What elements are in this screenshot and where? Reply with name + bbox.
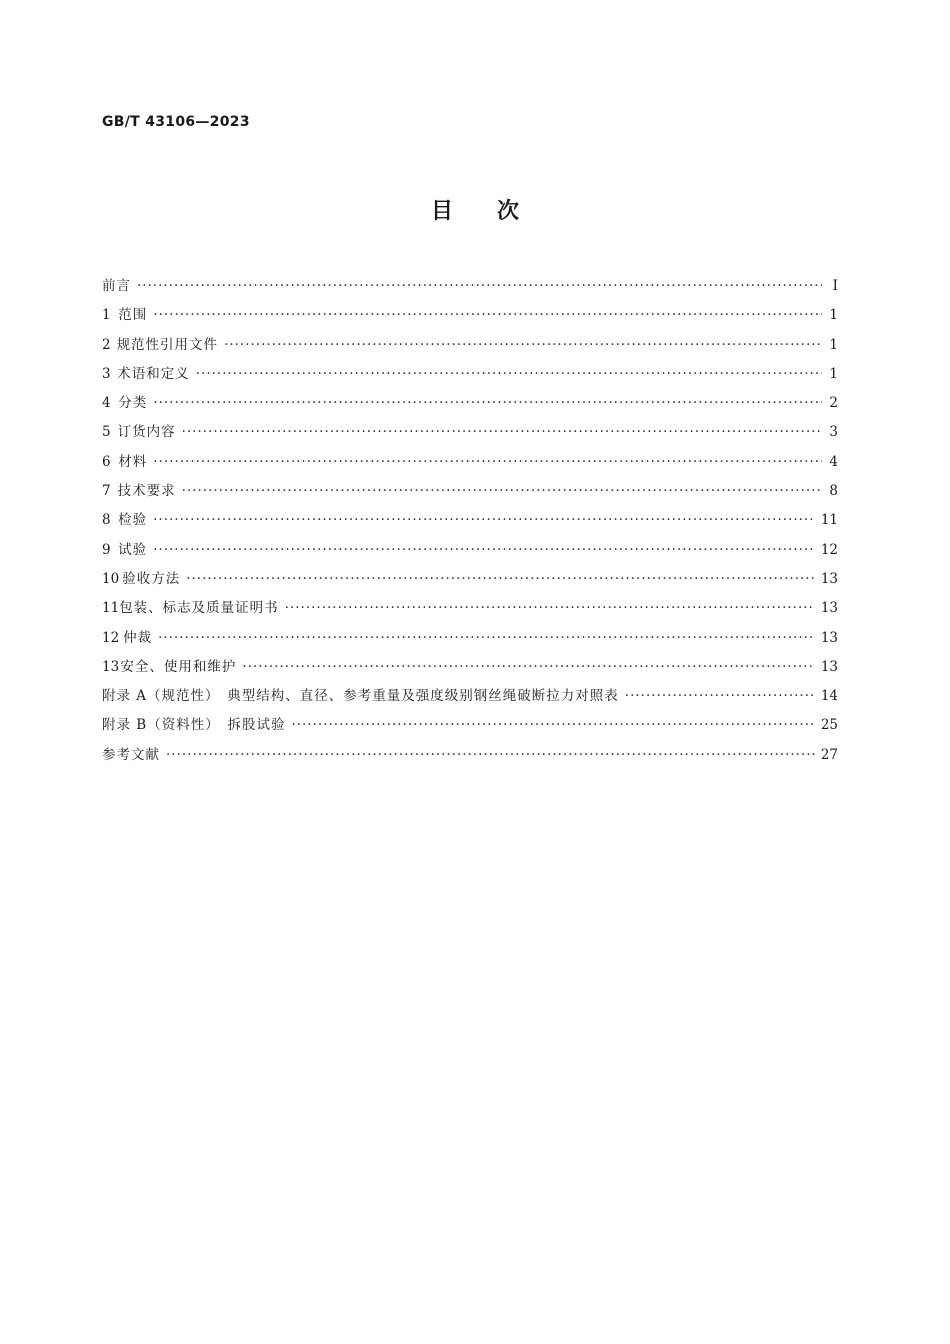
toc-leader-dots [285, 594, 815, 623]
toc-leader-dots [196, 360, 822, 389]
toc-entry-order-content[interactable] [102, 418, 838, 447]
toc-entry-page: 12 [820, 541, 838, 558]
toc-leader-dots [182, 418, 822, 447]
toc-leader-dots [153, 506, 815, 535]
toc-entry-number: 6 [102, 453, 111, 470]
toc-entry-terms-definitions[interactable] [102, 360, 838, 389]
toc-entry-number: 11 [102, 600, 120, 617]
toc-entry-label: 检验 [118, 512, 148, 529]
toc-entry-number: 3 [102, 365, 111, 382]
toc-leader-dots [153, 536, 815, 565]
toc-entry-label: 附录 A（规范性） 典型结构、直径、参考重量及强度级别钢丝绳破断拉力对照表 [102, 688, 619, 705]
toc-entry-number: 5 [102, 424, 111, 441]
toc-entry-label: 范围 [118, 307, 148, 324]
toc-entry-annex-a[interactable] [102, 682, 838, 711]
toc-entry-page: Ⅰ [832, 278, 838, 294]
toc-entry-page: 1 [829, 307, 838, 324]
toc-entry-label: 订货内容 [117, 424, 176, 441]
toc-entry-inspection[interactable] [102, 506, 838, 535]
toc-entry-scope[interactable] [102, 301, 838, 330]
toc-entry-page: 1 [829, 365, 838, 382]
toc-entry-page: 1 [829, 336, 838, 353]
toc-leader-dots [242, 653, 814, 682]
toc-entry-label: 包装、标志及质量证明书 [119, 600, 279, 617]
toc-leader-dots [166, 741, 815, 770]
toc-entry-number: 13 [102, 658, 120, 675]
toc-entry-page: 11 [820, 512, 838, 529]
toc-entry-label: 附录 B（资料性） 拆股试验 [102, 717, 286, 734]
toc-entry-number: 8 [102, 512, 111, 529]
toc-entry-number: 7 [102, 483, 111, 500]
toc-entry-technical-requirements[interactable] [102, 477, 838, 506]
toc-leader-dots [137, 272, 822, 301]
table-of-contents [102, 272, 838, 770]
toc-entry-annex-b[interactable] [102, 711, 838, 740]
toc-entry-label: 仲裁 [123, 629, 153, 646]
toc-entry-acceptance-method[interactable] [102, 565, 838, 594]
toc-entry-number: 12 [102, 629, 120, 646]
toc-leader-dots [153, 301, 822, 330]
toc-entry-number: 10 [102, 570, 120, 587]
toc-entry-label: 材料 [118, 453, 148, 470]
toc-entry-bibliography[interactable] [102, 741, 838, 770]
toc-entry-page: 4 [829, 453, 838, 470]
toc-leader-dots [153, 389, 822, 418]
toc-leader-dots [153, 448, 822, 477]
toc-entry-label: 参考文献 [102, 746, 160, 763]
page-title: 目 次 [430, 199, 519, 224]
toc-entry-arbitration[interactable] [102, 624, 838, 653]
toc-entry-label: 术语和定义 [117, 365, 190, 382]
toc-entry-materials[interactable] [102, 448, 838, 477]
toc-entry-label: 安全、使用和维护 [120, 658, 237, 675]
toc-entry-number: 1 [102, 307, 111, 324]
toc-entry-foreword[interactable] [102, 272, 838, 301]
toc-entry-number: 4 [102, 395, 111, 412]
toc-entry-normative-references[interactable] [102, 331, 838, 360]
toc-entry-page: 13 [820, 600, 838, 617]
toc-entry-label: 规范性引用文件 [116, 336, 219, 353]
toc-entry-label: 前言 [102, 278, 131, 294]
toc-entry-page: 13 [820, 629, 838, 646]
toc-entry-page: 13 [820, 570, 838, 587]
toc-leader-dots [224, 331, 822, 360]
toc-entry-page: 3 [829, 424, 838, 441]
toc-entry-page: 25 [820, 717, 838, 734]
toc-leader-dots [625, 682, 815, 711]
standard-number: GB/T 43106—2023 [102, 114, 250, 130]
toc-entry-page: 13 [820, 658, 838, 675]
toc-entry-page: 2 [829, 395, 838, 412]
toc-leader-dots [291, 711, 814, 740]
toc-entry-safety-use-maintenance[interactable] [102, 653, 838, 682]
toc-entry-number: 2 [102, 336, 111, 353]
toc-entry-page: 8 [829, 483, 838, 500]
toc-leader-dots [186, 565, 815, 594]
toc-entry-classification[interactable] [102, 389, 838, 418]
toc-leader-dots [158, 624, 815, 653]
toc-entry-label: 试验 [118, 541, 148, 558]
toc-leader-dots [182, 477, 822, 506]
toc-entry-label: 验收方法 [122, 570, 181, 587]
toc-entry-label: 分类 [118, 395, 148, 412]
toc-entry-page: 14 [820, 688, 838, 705]
toc-entry-number: 9 [102, 541, 111, 558]
toc-entry-page: 27 [820, 746, 838, 763]
toc-entry-testing[interactable] [102, 536, 838, 565]
toc-entry-packaging-marking[interactable] [102, 594, 838, 623]
toc-entry-label: 技术要求 [117, 483, 176, 500]
